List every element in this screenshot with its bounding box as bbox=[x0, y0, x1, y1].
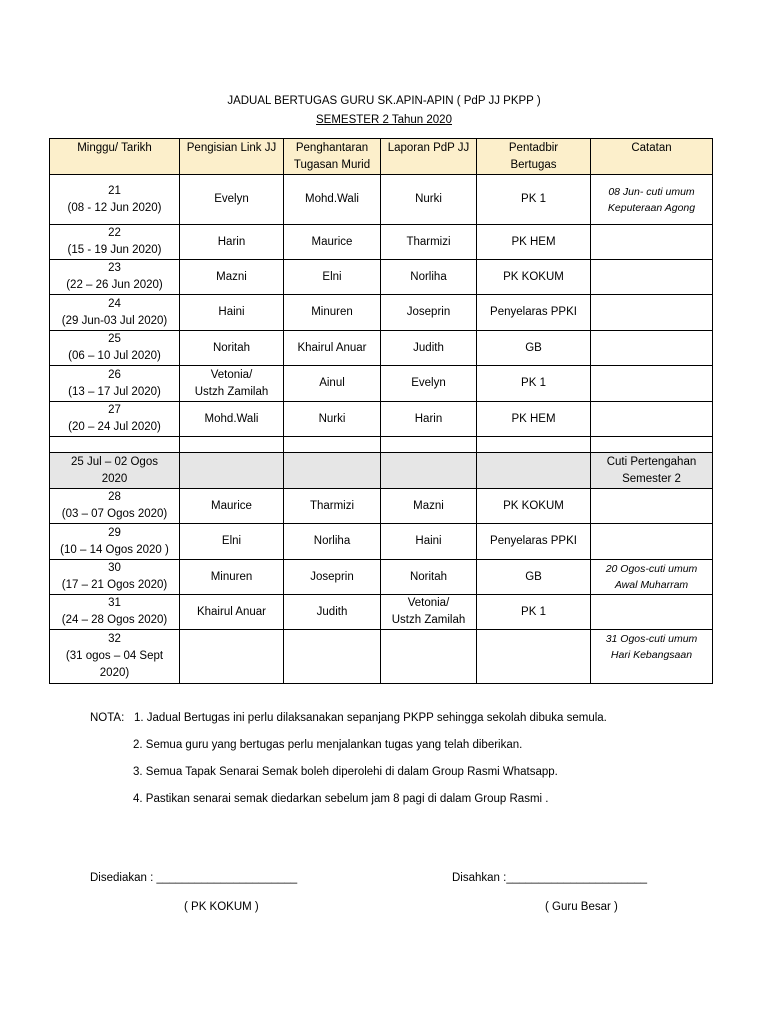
tugasan-cell: Maurice bbox=[284, 225, 381, 260]
laporan-cell: Noritah bbox=[381, 560, 477, 595]
week-cell bbox=[50, 437, 180, 453]
table-row bbox=[50, 402, 713, 437]
nota-item: 4. Pastikan senarai semak diedarkan sebelum jam 8 pagi di dalam Group Rasmi . bbox=[133, 793, 549, 805]
tugasan-cell: Nurki bbox=[284, 402, 381, 437]
pentadbir-cell: PK KOKUM bbox=[477, 260, 591, 295]
catatan-cell: Cuti Pertengahan Semester 2 bbox=[591, 453, 713, 489]
catatan-cell bbox=[591, 437, 713, 453]
catatan-cell bbox=[591, 524, 713, 560]
tugasan-cell: Tharmizi bbox=[284, 489, 381, 524]
link-cell: Vetonia/ Ustzh Zamilah bbox=[180, 366, 284, 402]
catatan-cell bbox=[591, 402, 713, 437]
table-row bbox=[50, 175, 713, 225]
table-row-holiday bbox=[50, 453, 713, 489]
link-cell: Haini bbox=[180, 295, 284, 331]
catatan-cell: 08 Jun- cuti umum Keputeraan Agong bbox=[591, 175, 713, 225]
link-cell: Mazni bbox=[180, 260, 284, 295]
link-cell: Elni bbox=[180, 524, 284, 560]
link-cell: Harin bbox=[180, 225, 284, 260]
document-title: JADUAL BERTUGAS GURU SK.APIN-APIN ( PdP JJ PKPP ) bbox=[227, 95, 541, 107]
column-header: Pengisian Link JJ bbox=[180, 139, 284, 175]
tugasan-cell bbox=[284, 630, 381, 684]
week-cell: 32 (31 ogos – 04 Sept 2020) bbox=[50, 630, 180, 684]
column-header: Pentadbir Bertugas bbox=[477, 139, 591, 175]
tugasan-cell: Ainul bbox=[284, 366, 381, 402]
catatan-cell bbox=[591, 366, 713, 402]
pentadbir-cell: PK 1 bbox=[477, 175, 591, 225]
table-row bbox=[50, 331, 713, 366]
week-cell: 30 (17 – 21 Ogos 2020) bbox=[50, 560, 180, 595]
week-cell: 25 (06 – 10 Jul 2020) bbox=[50, 331, 180, 366]
link-cell: Maurice bbox=[180, 489, 284, 524]
table-row bbox=[50, 225, 713, 260]
column-header: Catatan bbox=[591, 139, 713, 175]
column-header: Laporan PdP JJ bbox=[381, 139, 477, 175]
laporan-cell bbox=[381, 453, 477, 489]
link-cell: Minuren bbox=[180, 560, 284, 595]
pentadbir-cell: Penyelaras PPKI bbox=[477, 295, 591, 331]
pentadbir-cell: GB bbox=[477, 331, 591, 366]
week-cell: 26 (13 – 17 Jul 2020) bbox=[50, 366, 180, 402]
tugasan-cell: Joseprin bbox=[284, 560, 381, 595]
week-cell: 28 (03 – 07 Ogos 2020) bbox=[50, 489, 180, 524]
laporan-cell bbox=[381, 630, 477, 684]
table-row bbox=[50, 295, 713, 331]
tugasan-cell bbox=[284, 437, 381, 453]
laporan-cell: Evelyn bbox=[381, 366, 477, 402]
prepared-by-line: Disediakan : ______________________ bbox=[90, 872, 298, 884]
table-row bbox=[50, 524, 713, 560]
laporan-cell: Nurki bbox=[381, 175, 477, 225]
table-row bbox=[50, 560, 713, 595]
link-cell: Mohd.Wali bbox=[180, 402, 284, 437]
link-cell: Khairul Anuar bbox=[180, 595, 284, 630]
table-row bbox=[50, 595, 713, 630]
nota-section bbox=[90, 711, 607, 819]
laporan-cell bbox=[381, 437, 477, 453]
link-cell bbox=[180, 630, 284, 684]
pentadbir-cell: PK 1 bbox=[477, 595, 591, 630]
catatan-cell: 31 Ogos-cuti umum Hari Kebangsaan bbox=[591, 630, 713, 684]
column-header: Minggu/ Tarikh bbox=[50, 139, 180, 175]
laporan-cell: Mazni bbox=[381, 489, 477, 524]
tugasan-cell: Judith bbox=[284, 595, 381, 630]
tugasan-cell: Mohd.Wali bbox=[284, 175, 381, 225]
laporan-cell: Norliha bbox=[381, 260, 477, 295]
nota-item: 3. Semua Tapak Senarai Semak boleh diperolehi di dalam Group Rasmi Whatsapp. bbox=[133, 766, 558, 778]
table-row bbox=[50, 366, 713, 402]
approved-by-line: Disahkan :______________________ bbox=[452, 872, 648, 884]
week-cell: 21 (08 - 12 Jun 2020) bbox=[50, 175, 180, 225]
week-cell: 22 (15 - 19 Jun 2020) bbox=[50, 225, 180, 260]
week-cell: 29 (10 – 14 Ogos 2020 ) bbox=[50, 524, 180, 560]
pentadbir-cell: PK HEM bbox=[477, 225, 591, 260]
tugasan-cell bbox=[284, 453, 381, 489]
table-row-empty bbox=[50, 437, 713, 453]
table-row bbox=[50, 260, 713, 295]
link-cell: Noritah bbox=[180, 331, 284, 366]
catatan-cell bbox=[591, 331, 713, 366]
nota-item: 2. Semua guru yang bertugas perlu menjalankan tugas yang telah diberikan. bbox=[133, 739, 523, 751]
pentadbir-cell bbox=[477, 437, 591, 453]
tugasan-cell: Minuren bbox=[284, 295, 381, 331]
catatan-cell bbox=[591, 595, 713, 630]
week-cell: 27 (20 – 24 Jul 2020) bbox=[50, 402, 180, 437]
week-cell: 23 (22 – 26 Jun 2020) bbox=[50, 260, 180, 295]
pentadbir-cell: PK 1 bbox=[477, 366, 591, 402]
nota-label: NOTA: bbox=[90, 712, 125, 724]
link-cell: Evelyn bbox=[180, 175, 284, 225]
nota-item: NOTA: 1. Jadual Bertugas ini perlu dilaksanakan sepanjang PKPP sehingga sekolah dibuka semula. bbox=[90, 712, 607, 724]
prepared-by-role: ( PK KOKUM ) bbox=[184, 901, 259, 913]
laporan-cell: Joseprin bbox=[381, 295, 477, 331]
pentadbir-cell bbox=[477, 630, 591, 684]
link-cell bbox=[180, 437, 284, 453]
catatan-cell bbox=[591, 489, 713, 524]
catatan-cell: 20 Ogos-cuti umum Awal Muharram bbox=[591, 560, 713, 595]
table-row bbox=[50, 630, 713, 684]
pentadbir-cell bbox=[477, 453, 591, 489]
week-cell: 24 (29 Jun-03 Jul 2020) bbox=[50, 295, 180, 331]
approved-by-role: ( Guru Besar ) bbox=[545, 901, 618, 913]
duty-roster-table bbox=[49, 138, 713, 684]
tugasan-cell: Elni bbox=[284, 260, 381, 295]
catatan-cell bbox=[591, 295, 713, 331]
tugasan-cell: Norliha bbox=[284, 524, 381, 560]
pentadbir-cell: Penyelaras PPKI bbox=[477, 524, 591, 560]
laporan-cell: Haini bbox=[381, 524, 477, 560]
pentadbir-cell: PK HEM bbox=[477, 402, 591, 437]
table-header-row bbox=[50, 139, 713, 175]
pentadbir-cell: GB bbox=[477, 560, 591, 595]
tugasan-cell: Khairul Anuar bbox=[284, 331, 381, 366]
table-row bbox=[50, 489, 713, 524]
week-cell: 31 (24 – 28 Ogos 2020) bbox=[50, 595, 180, 630]
column-header: Penghantaran Tugasan Murid bbox=[284, 139, 381, 175]
catatan-cell bbox=[591, 225, 713, 260]
week-cell: 25 Jul – 02 Ogos 2020 bbox=[50, 453, 180, 489]
document-subtitle: SEMESTER 2 Tahun 2020 bbox=[316, 114, 452, 126]
pentadbir-cell: PK KOKUM bbox=[477, 489, 591, 524]
catatan-cell bbox=[591, 260, 713, 295]
laporan-cell: Harin bbox=[381, 402, 477, 437]
link-cell bbox=[180, 453, 284, 489]
laporan-cell: Vetonia/ Ustzh Zamilah bbox=[381, 595, 477, 630]
laporan-cell: Tharmizi bbox=[381, 225, 477, 260]
laporan-cell: Judith bbox=[381, 331, 477, 366]
